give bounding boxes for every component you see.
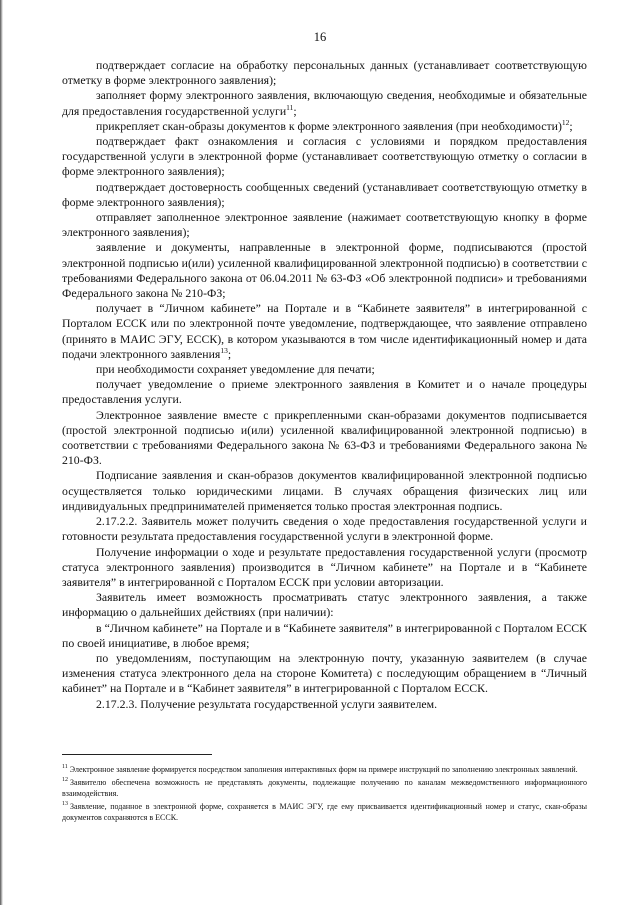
footnote-mark: 12 [62, 777, 68, 784]
paragraph: отправляет заполненное электронное заявление (нажимает соответствующую кнопку в форме электронного заявления); [62, 210, 587, 240]
footnote: $^{11}$ Электронное заявление формируется посредством заполнения интерактивных форм на примере инструкций по заполнению электронных заявлений. [62, 764, 578, 774]
footnote-mark: 13 [62, 801, 68, 808]
footnote-mark: 11 [62, 764, 68, 771]
paragraph: Получение информации о ходе и результате предоставления государственной услуги (просмотр статуса электронного заявления) производится в “Личном кабинете” на Портале и в “Кабинете заявителя” в интегрированной с Порталом ЕССК при условии авторизации. [62, 544, 587, 589]
paragraph: заявление и документы, направленные в электронной форме, подписываются (простой электронной подписью и(или) усиленной квалифицированной электронной подписью) в соответствии с требованиями Федерального закона от 06.04.2011 № 63-ФЗ «Об электронной подписи» и требованиями Федерального закона № 210-ФЗ; [62, 240, 587, 301]
paragraph: получает в “Личном кабинете” на Портале и в “Кабинете заявителя” в интегрированной с Порталом ЕССК или по электронной почте уведомление, подтверждающее, что заявление отправлено (принято в МАИС ЭГУ, ЕССК), в котором указываются в том числе идентификационный номер и дата подачи электронного заявления$^{13}$; [62, 301, 587, 361]
paragraph: по уведомлениям, поступающим на электронную почту, указанную заявителем (в случае изменения статуса электронного дела на стороне Комитета) с последующим обращением в “Личный кабинет” на Портале и в “Кабинет заявителя” в интегрированной с Порталом ЕССК. [62, 650, 587, 696]
paragraph: Подписание заявления и скан-образов документов квалифицированной электронной подписью осуществляется только юридическими лицами. В случаях обращения физических лиц или индивидуальных предпринимателей применяется только простая электронная подпись. [62, 468, 587, 513]
footnote-divider [62, 754, 212, 755]
paragraph: подтверждает достоверность сообщенных сведений (устанавливает соответствующую отметку в форме электронного заявления); [62, 179, 587, 209]
footnote-ref: 12 [561, 117, 570, 127]
page-number: 16 [313, 30, 327, 44]
paragraph: подтверждает факт ознакомления и согласия с условиями и порядком предоставления государственной услуги в электронной форме (устанавливает соответствующую отметку о согласии в форме электронного заявления); [62, 134, 587, 179]
footnote: $^{13}$ Заявление, поданное в электронной форме, сохраняется в МАИС ЭГУ, где ему присваивается идентификационный номер и статус, скан-образы документов сохраняются в ЕССК. [62, 801, 587, 822]
paragraph: при необходимости сохраняет уведомление для печати; [96, 362, 375, 377]
paragraph: получает уведомление о приеме электронного заявления в Комитет и о начале процедуры предоставления услуги. [62, 377, 587, 407]
paragraph: прикрепляет скан-образы документов к форме электронного заявления (при необходимости)$^{12}$; [96, 117, 573, 133]
footnotes [62, 764, 587, 825]
paragraph: в “Личном кабинете” на Портале и в “Кабинете заявителя” в интегрированной с Порталом ЕССК по своей инициативе, в любое время; [62, 620, 587, 650]
footnote-ref: 11 [286, 102, 294, 112]
body-text [62, 58, 587, 712]
paragraph: Заявитель имеет возможность просматривать статус электронного заявления, а также информацию о дальнейших действиях (при наличии): [62, 590, 587, 620]
paragraph: Электронное заявление вместе с прикрепленными скан-образами документов подписывается (простой электронной подписью и(или) усиленной квалифицированной электронной подписью) в соответствии с требованиями Федерального закона № 63-ФЗ и требованиями Федерального закона № 210-ФЗ. [62, 407, 587, 468]
paragraph: заполняет форму электронного заявления, включающую сведения, необходимые и обязательные для предоставления государственной услуги$^{11}$; [62, 88, 587, 118]
paragraph: 2.17.2.2. Заявитель может получить сведения о ходе предоставления государственной услуги и готовности результата предоставления государственной услуги в электронной форме. [62, 514, 587, 544]
paragraph: 2.17.2.3. Получение результата государственной услуги заявителем. [96, 696, 438, 711]
footnote-ref: 13 [220, 345, 228, 355]
footnote: $^{12}$ Заявителю обеспечена возможность не представлять документы, подлежащие получению по каналам межведомственного информационного взаимодействия. [62, 777, 587, 798]
paragraph: подтверждает согласие на обработку персональных данных (устанавливает соответствующую отметку в форме электронного заявления); [62, 58, 587, 88]
scan-edge [0, 0, 3, 905]
